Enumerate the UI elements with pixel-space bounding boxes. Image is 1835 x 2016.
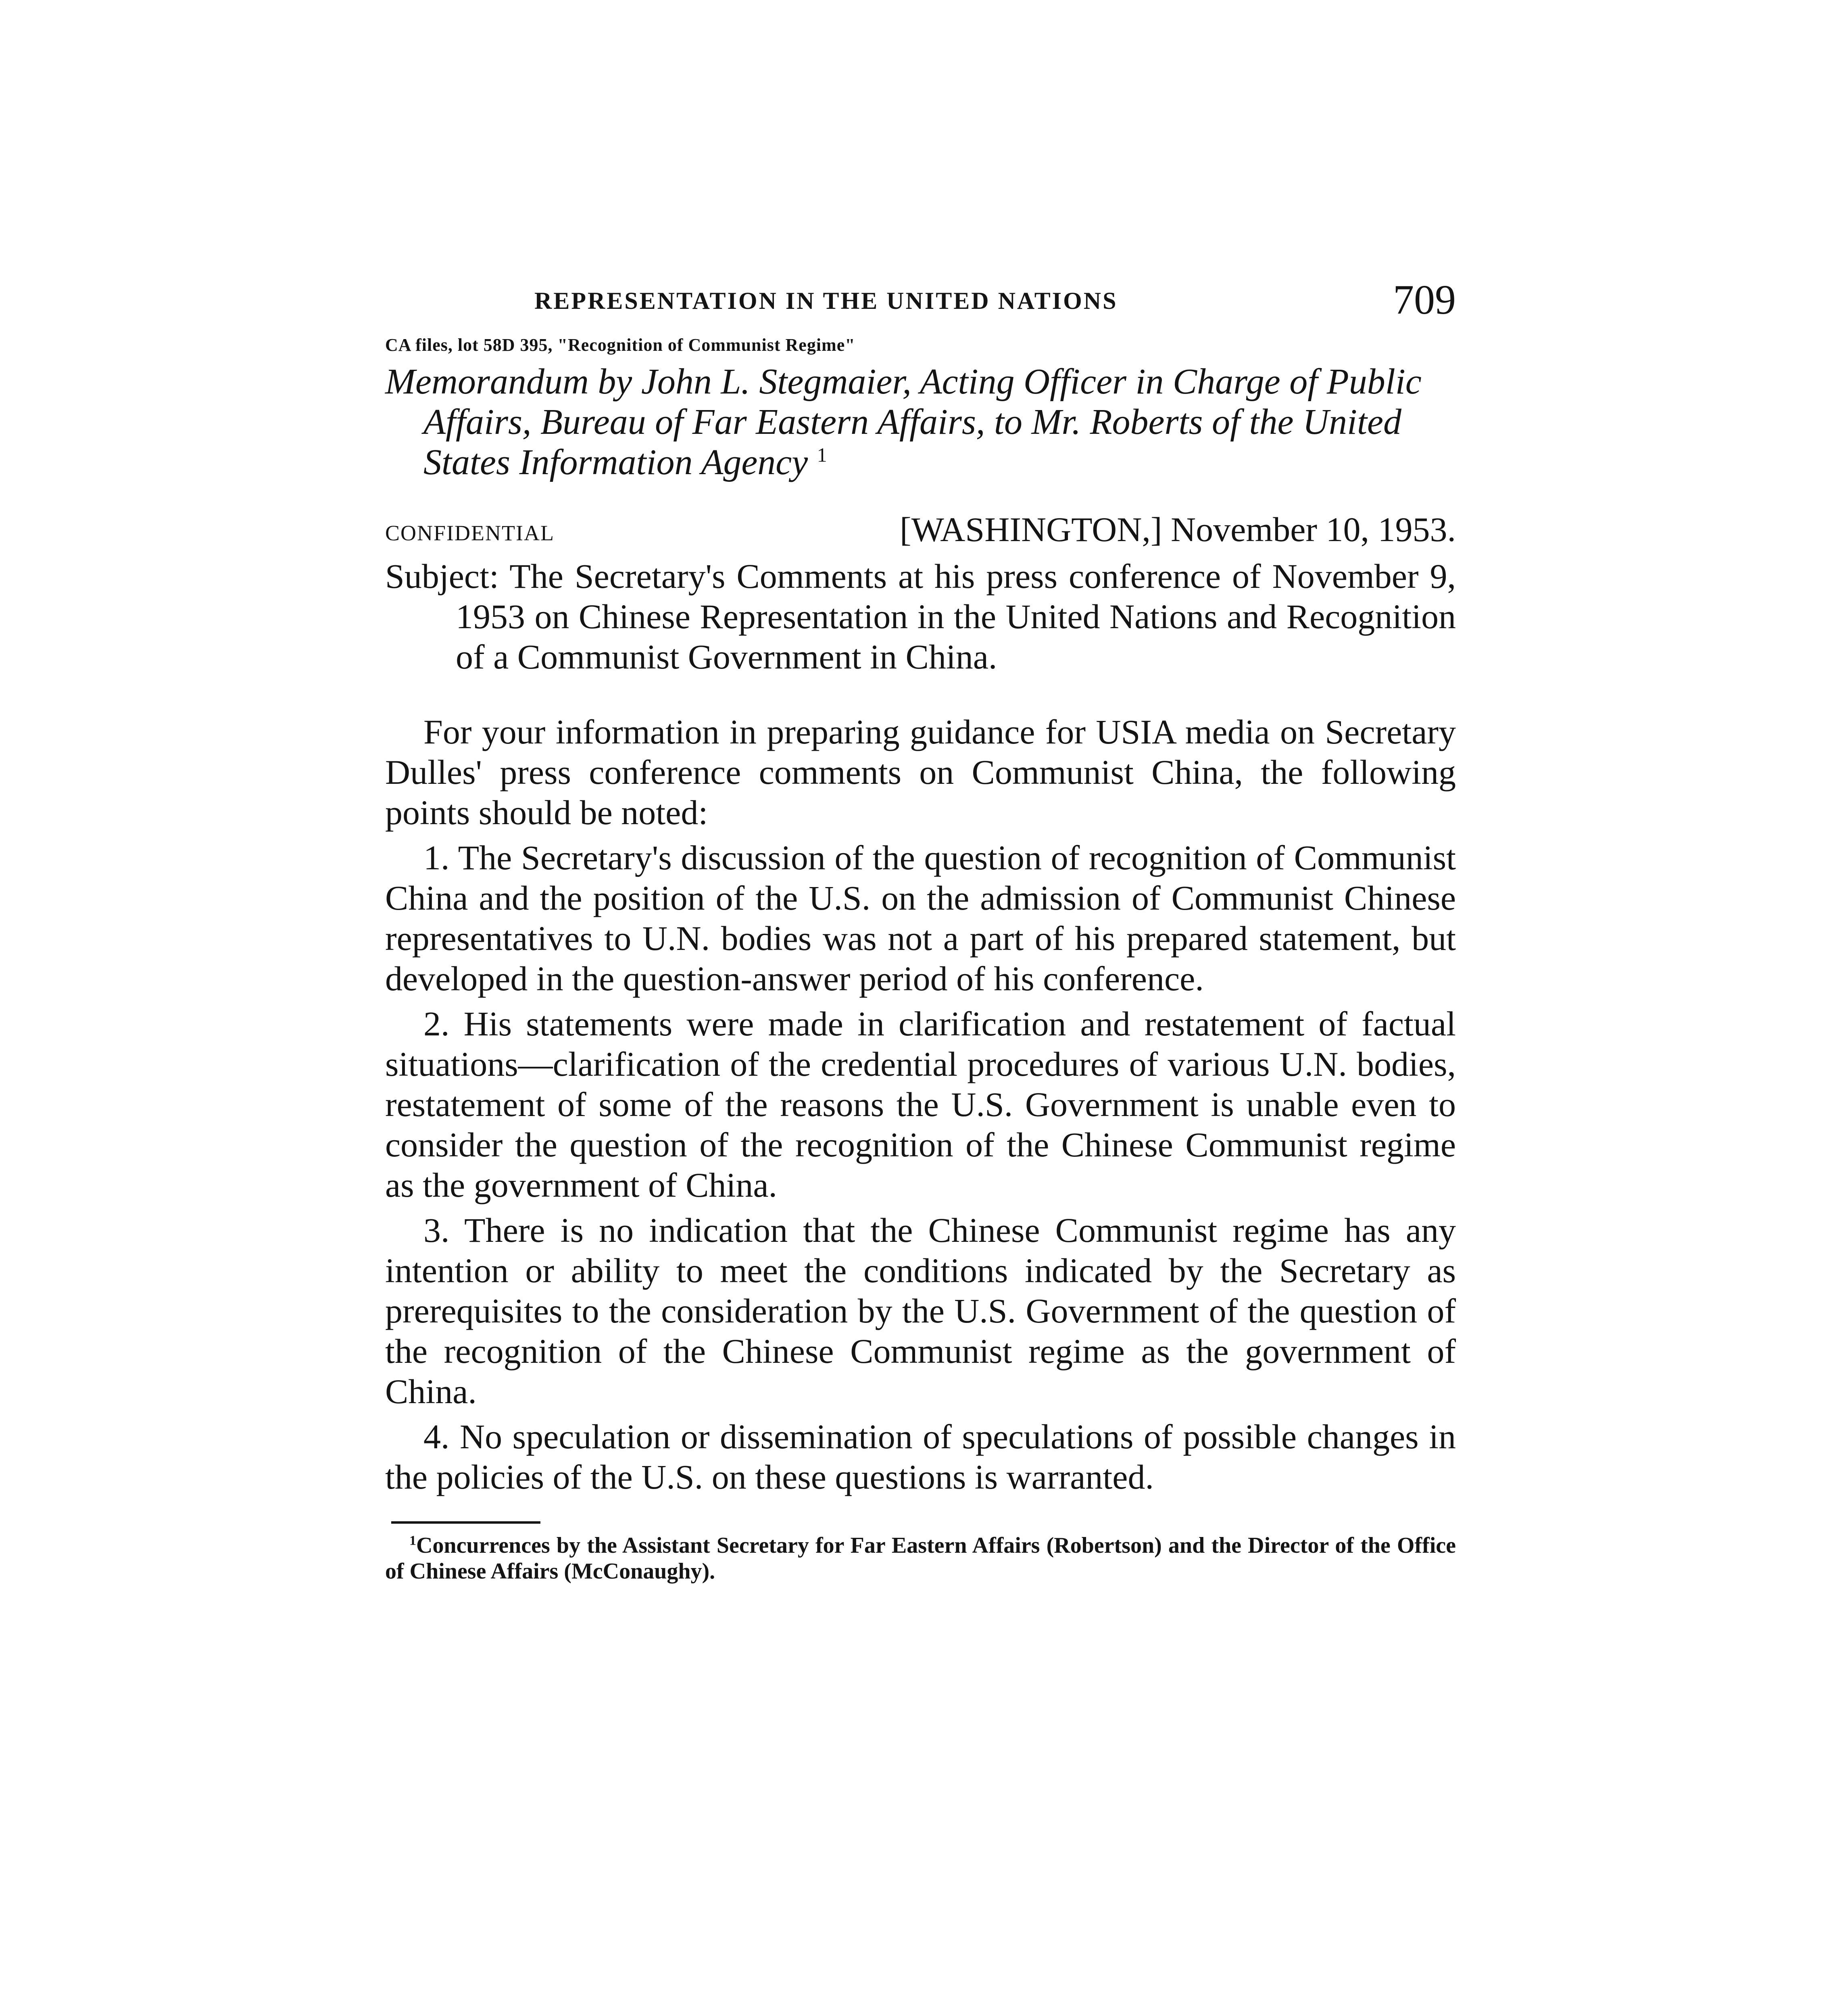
body-paragraph: 1. The Secretary's discussion of the question of recognition of Communist China and the position of the U.S. on the admission of Communist Chinese representatives to U.N. bodies was not a part of his prepared statement, but developed in the question-answer period of his conference. [385,838,1456,998]
subject-line: Subject: The Secretary's Comments at his press conference of November 9, 1953 on Chinese Representation in the United Nations and Recognition of a Communist Government in China. [385,557,1456,676]
source-citation: CA files, lot 58D 395, "Recognition of Communist Regime" [385,335,855,355]
document-title-text: Memorandum by John L. Stegmaier, Acting Officer in Charge of Public Affairs, Bureau of Far Eastern Affairs, to Mr. Roberts of the United States Information Agency [385,362,1422,482]
body-paragraph: 2. His statements were made in clarification and restatement of factual situations—clarification of the credential procedures of various U.N. bodies, restatement of some of the reasons the U.S. Government is unable even to consider the question of the recognition of the Chinese Communist regime as the government of China. [385,1004,1456,1204]
classification-marking: CONFIDENTIAL [385,521,555,545]
dateline: [WASHINGTON,] November 10, 1953. [900,510,1456,549]
footnote-marker: 1 [409,1533,416,1548]
running-head-title: REPRESENTATION IN THE UNITED NATIONS [534,287,1118,314]
body-paragraph: For your information in preparing guidance for USIA media on Secretary Dulles' press conference comments on Communist China, the following points should be noted: [385,712,1456,832]
dateline-row [385,512,1456,556]
document-title [385,362,1456,483]
body-paragraph: 3. There is no indication that the Chinese Communist regime has any intention or ability to meet the conditions indicated by the Secretary as prerequisites to the consideration by the U.S. Government of the question of the recognition of the Chinese Communist regime as the government of China. [385,1211,1456,1411]
footnote [385,1533,1456,1584]
page-number: 709 [1393,277,1456,323]
body-paragraph: 4. No speculation or dissemination of speculations of possible changes in the policies of the U.S. on these questions is warranted. [385,1417,1456,1496]
footnote-reference: 1 [817,444,827,466]
running-head [385,278,1456,331]
footnote-divider [391,1521,540,1524]
footnote-text: Concurrences by the Assistant Secretary for Far Eastern Affairs (Robertson) and the Director of the Office of Chinese Affairs (McConaughy). [385,1533,1456,1584]
document-page [385,278,1456,1584]
